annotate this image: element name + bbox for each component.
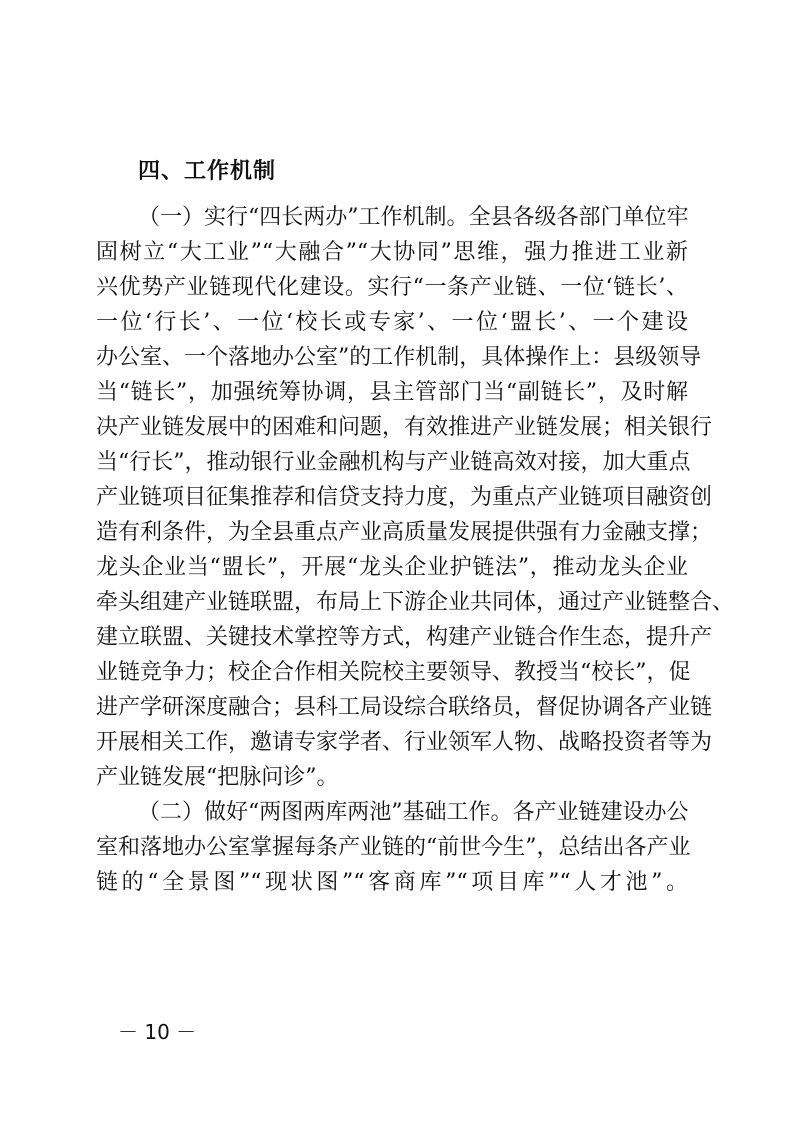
body-line: 业链竞争力；校企合作相关院校主要领导、教授当“校长”，促 [96,660,691,685]
body-line: 开展相关工作，邀请专家学者、行业领军人物、战略投资者等为 [96,730,713,755]
body-line: 办公室、一个落地办公室”的工作机制，具体操作上：县级领导 [96,345,702,370]
body-line: 当“行长”，推动银行业金融机构与产业链高效对接，加大重点 [96,450,691,475]
body-line: （二）做好“两图两库两池”基础工作。各产业链建设办公 [138,800,689,825]
body-line: （一）实行“四长两办”工作机制。全县各级各部门单位牢 [138,205,689,230]
body-line: 决产业链发展中的困难和问题，有效推进产业链发展；相关银行 [96,415,713,440]
body-line: 产业链发展“把脉问诊”。 [96,765,339,790]
body-line: 室和落地办公室掌握每条产业链的“前世今生”，总结出各产业 [96,835,691,860]
section-heading: 四、工作机制 [138,159,277,184]
body-line: 产业链项目征集推荐和信贷支持力度，为重点产业链项目融资创 [96,485,713,510]
body-line: 造有利条件，为全县重点产业高质量发展提供强有力金融支撑； [96,520,713,545]
body-line: 固树立“大工业”“大融合”“大协同”思维，强力推进工业新 [96,240,688,265]
body-line: 一位‘行长’、一位‘校长或专家’、一位‘盟长’、一个建设 [96,310,688,335]
body-line: 链的“全景图”“现状图”“客商库”“项目库”“人才池”。 [96,870,688,895]
body-line: 建立联盟、关键技术掌控等方式，构建产业链合作生态，提升产 [96,625,713,650]
page-number: － 10 － [118,1020,197,1044]
body-line: 牵头组建产业链联盟，布局上下游企业共同体，通过产业链整合、 [96,590,735,615]
body-line: 兴优势产业链现代化建设。实行“一条产业链、一位‘链长’、 [96,275,688,300]
body-line: 进产学研深度融合；县科工局设综合联络员，督促协调各产业链 [96,695,713,720]
body-line: 龙头企业当“盟长”，开展“龙头企业护链法”，推动龙头企业 [96,555,688,580]
body-line: 当“链长”，加强统筹协调，县主管部门当“副链长”，及时解 [96,380,688,405]
